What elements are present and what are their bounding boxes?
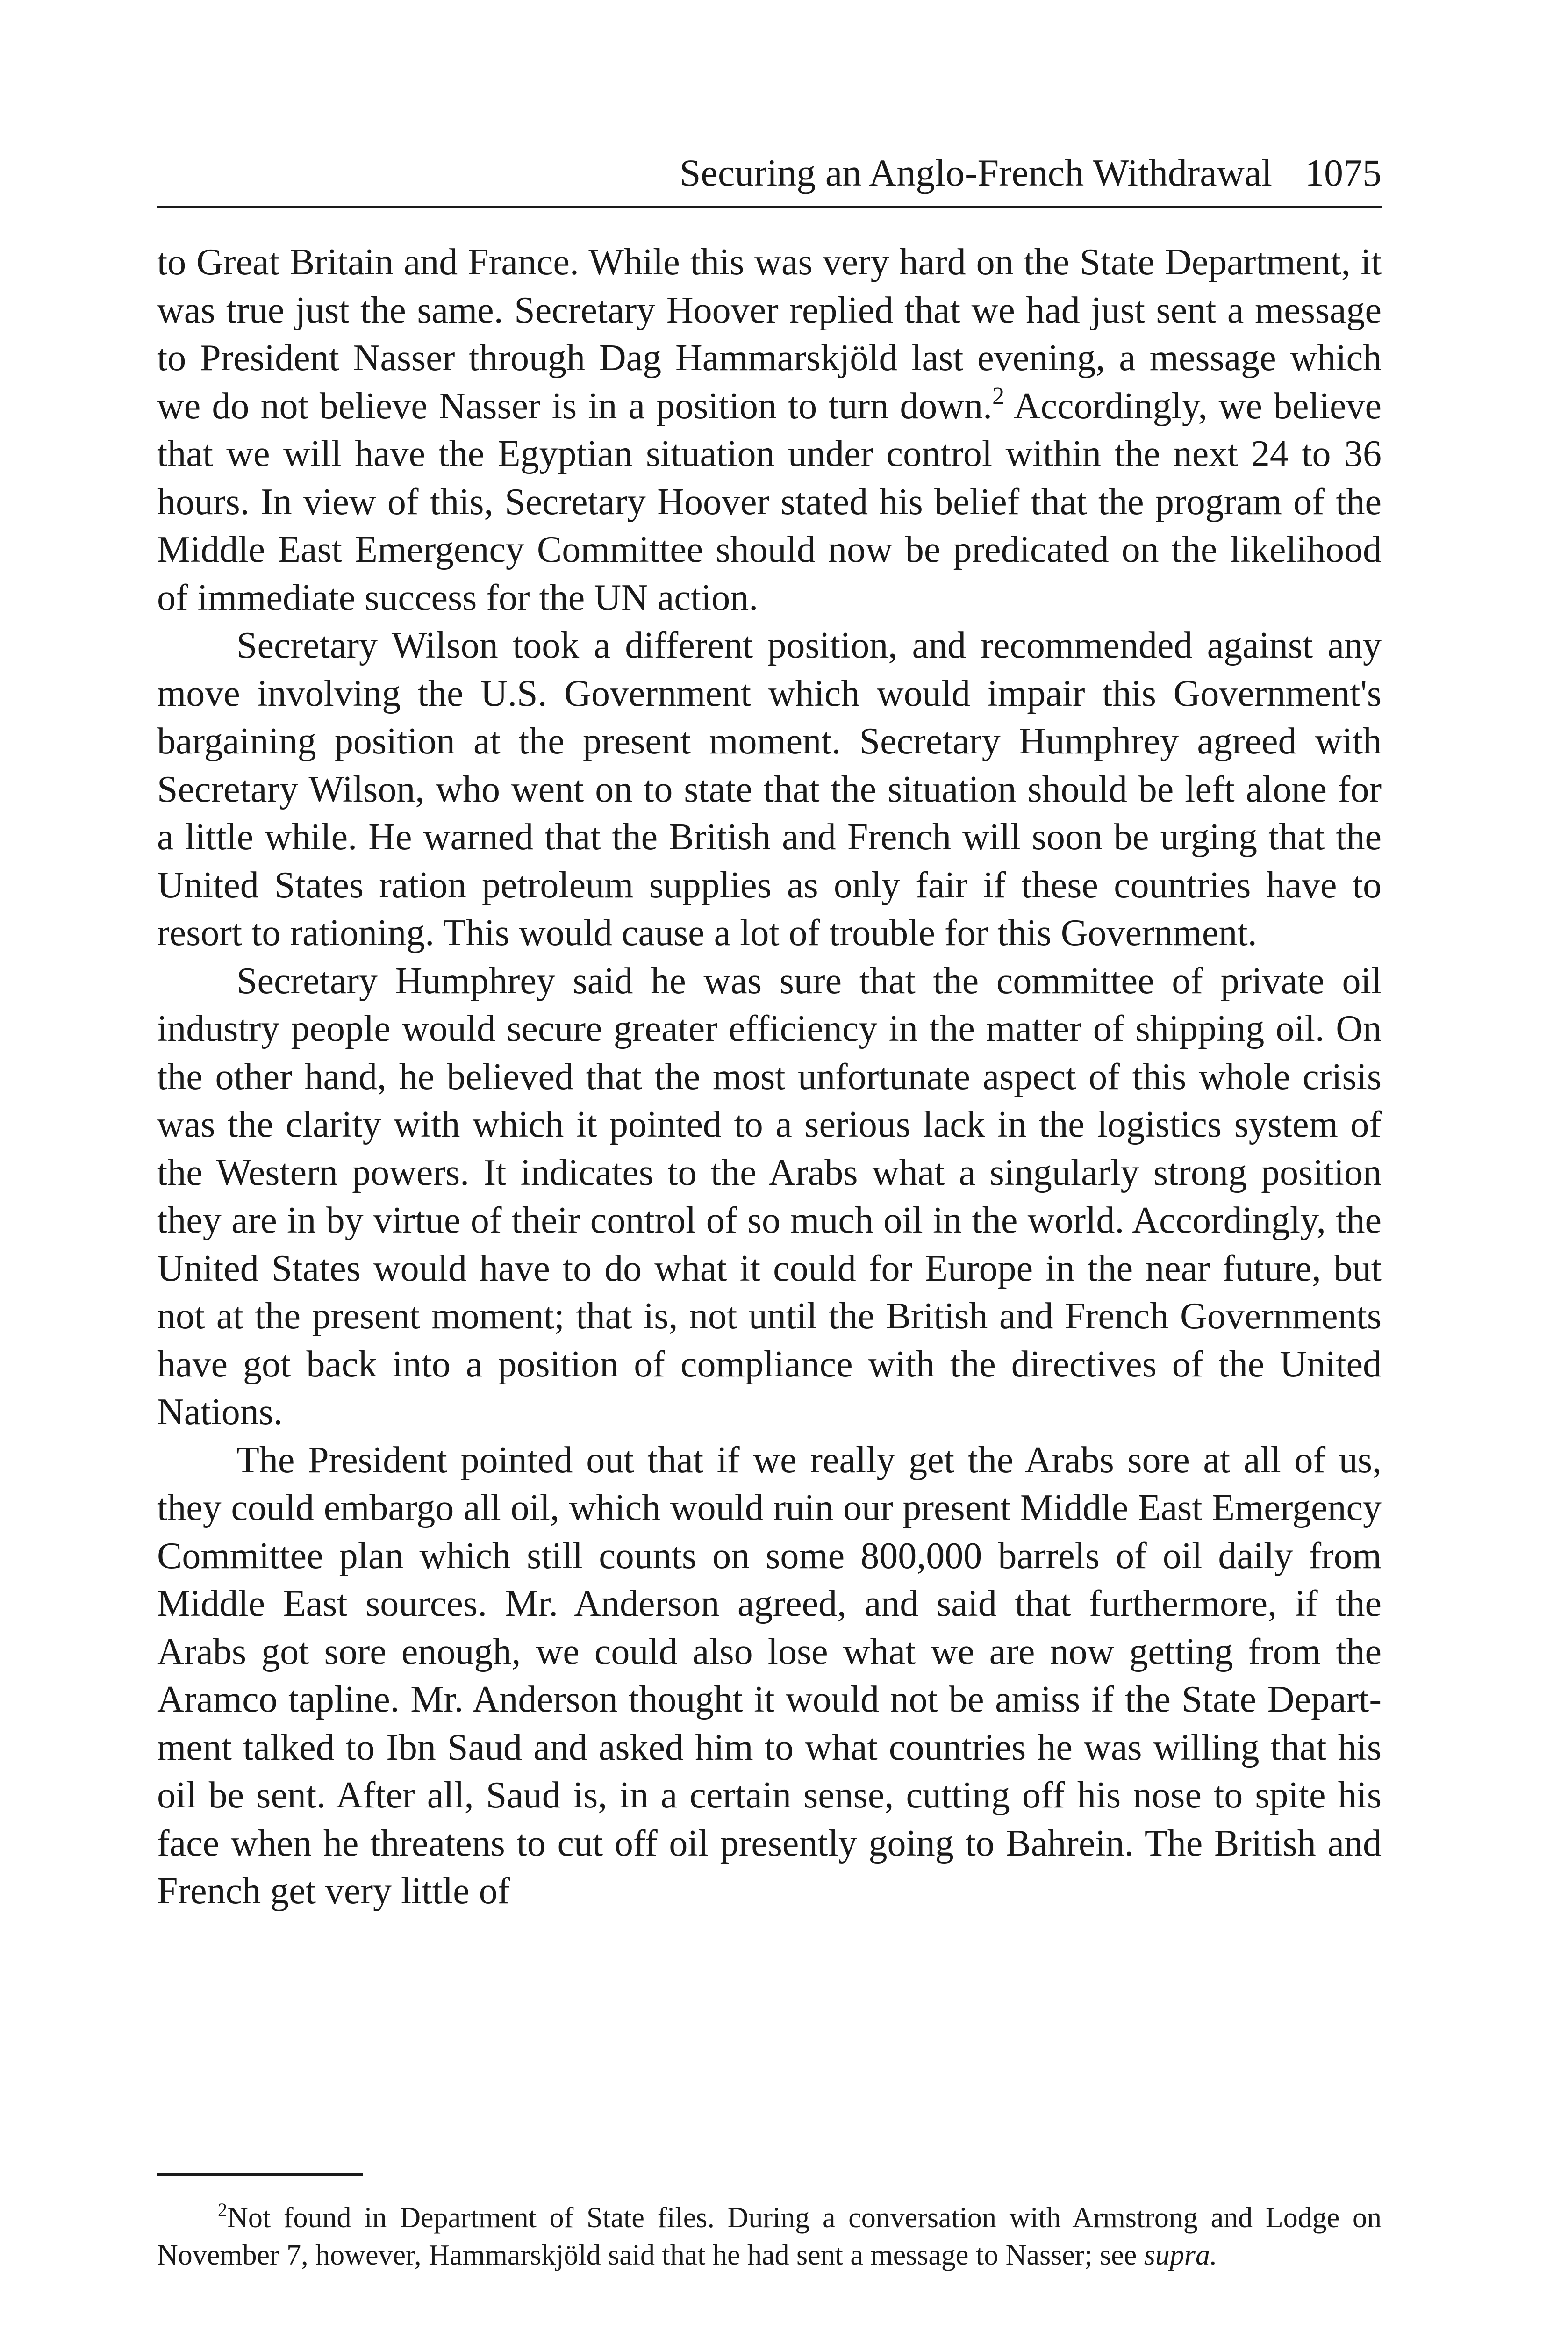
footnote bbox=[157, 2199, 1382, 2274]
paragraph-1-text-a: to Great Britain and France. While this was very hard on the State Department, it was true just the same. Secretary Hoover replied that we had just sent a message to President Nasser through Dag Hammarskjöld last evening, a message which we do not believe Nasser is in a position to turn down. bbox=[157, 242, 1382, 427]
running-head-title: Securing an Anglo-French Withdrawal bbox=[679, 151, 1272, 194]
running-head bbox=[157, 150, 1382, 208]
page-number: 1075 bbox=[1305, 151, 1382, 194]
footnote-number: 2 bbox=[218, 2199, 228, 2220]
paragraph-4: The President pointed out that if we really get the Arabs sore at all of us, they could embargo all oil, which would ruin our present Middle East Emergency Committee plan which still counts on some 800,000 barrels of oil daily from Middle East sources. Mr. Anderson agreed, and said that furthermore, if the Arabs got sore enough, we could also lose what we are now getting from the Aramco tapline. Mr. Anderson thought it would not be amiss if the State Department talked to Ibn Saud and asked him to what countries he was willing that his oil be sent. After all, Saud is, in a certain sense, cutting off his nose to spite his face when he threatens to cut off oil presently going to Bahrein. The British and French get very little of bbox=[157, 1439, 1382, 1912]
body-text bbox=[157, 238, 1382, 1915]
paragraph-1 bbox=[157, 238, 1382, 622]
paragraph-1-text-b: Accordingly, we believe that we will have the Egyptian situation under control within the next 24 to 36 hours. In view of this, Secretary Hoover stated his belief that the program of the Middle East Emergency Committee should now be predicated on the likelihood of immediate success for the UN action. bbox=[157, 385, 1382, 618]
footnote-divider bbox=[157, 2173, 363, 2176]
footnote-cross-reference: supra. bbox=[1144, 2239, 1217, 2271]
paragraph-2: Secretary Wilson took a different position, and recommended against any move involving the U.S. Government which would impair this Government's bargaining position at the present moment. Secretary Humphrey agreed with Secretary Wilson, who went on to state that the situation should be left alone for a little while. He warned that the British and French will soon be urging that the United States ration petroleum supplies as only fair if these countries have to resort to rationing. This would cause a lot of trouble for this Government. bbox=[157, 625, 1382, 953]
footnote-reference: 2 bbox=[992, 382, 1005, 409]
footnote-text: Not found in Department of State files. During a conversation with Armstrong and Lodge on November 7, however, Hammarskjöld said that he had sent a message to Nasser; see bbox=[157, 2202, 1382, 2271]
paragraph-3: Secretary Humphrey said he was sure that the committee of private oil industry people would secure greater efficiency in the matter of shipping oil. On the other hand, he believed that the most unfortunate aspect of this whole crisis was the clarity with which it pointed to a serious lack in the logistics system of the Western powers. It indicates to the Arabs what a singularly strong position they are in by virtue of their control of so much oil in the world. Accordingly, the United States would have to do what it could for Europe in the near future, but not at the present moment; that is, not until the British and French Governments have got back into a position of compliance with the directives of the United Nations. bbox=[157, 960, 1382, 1433]
